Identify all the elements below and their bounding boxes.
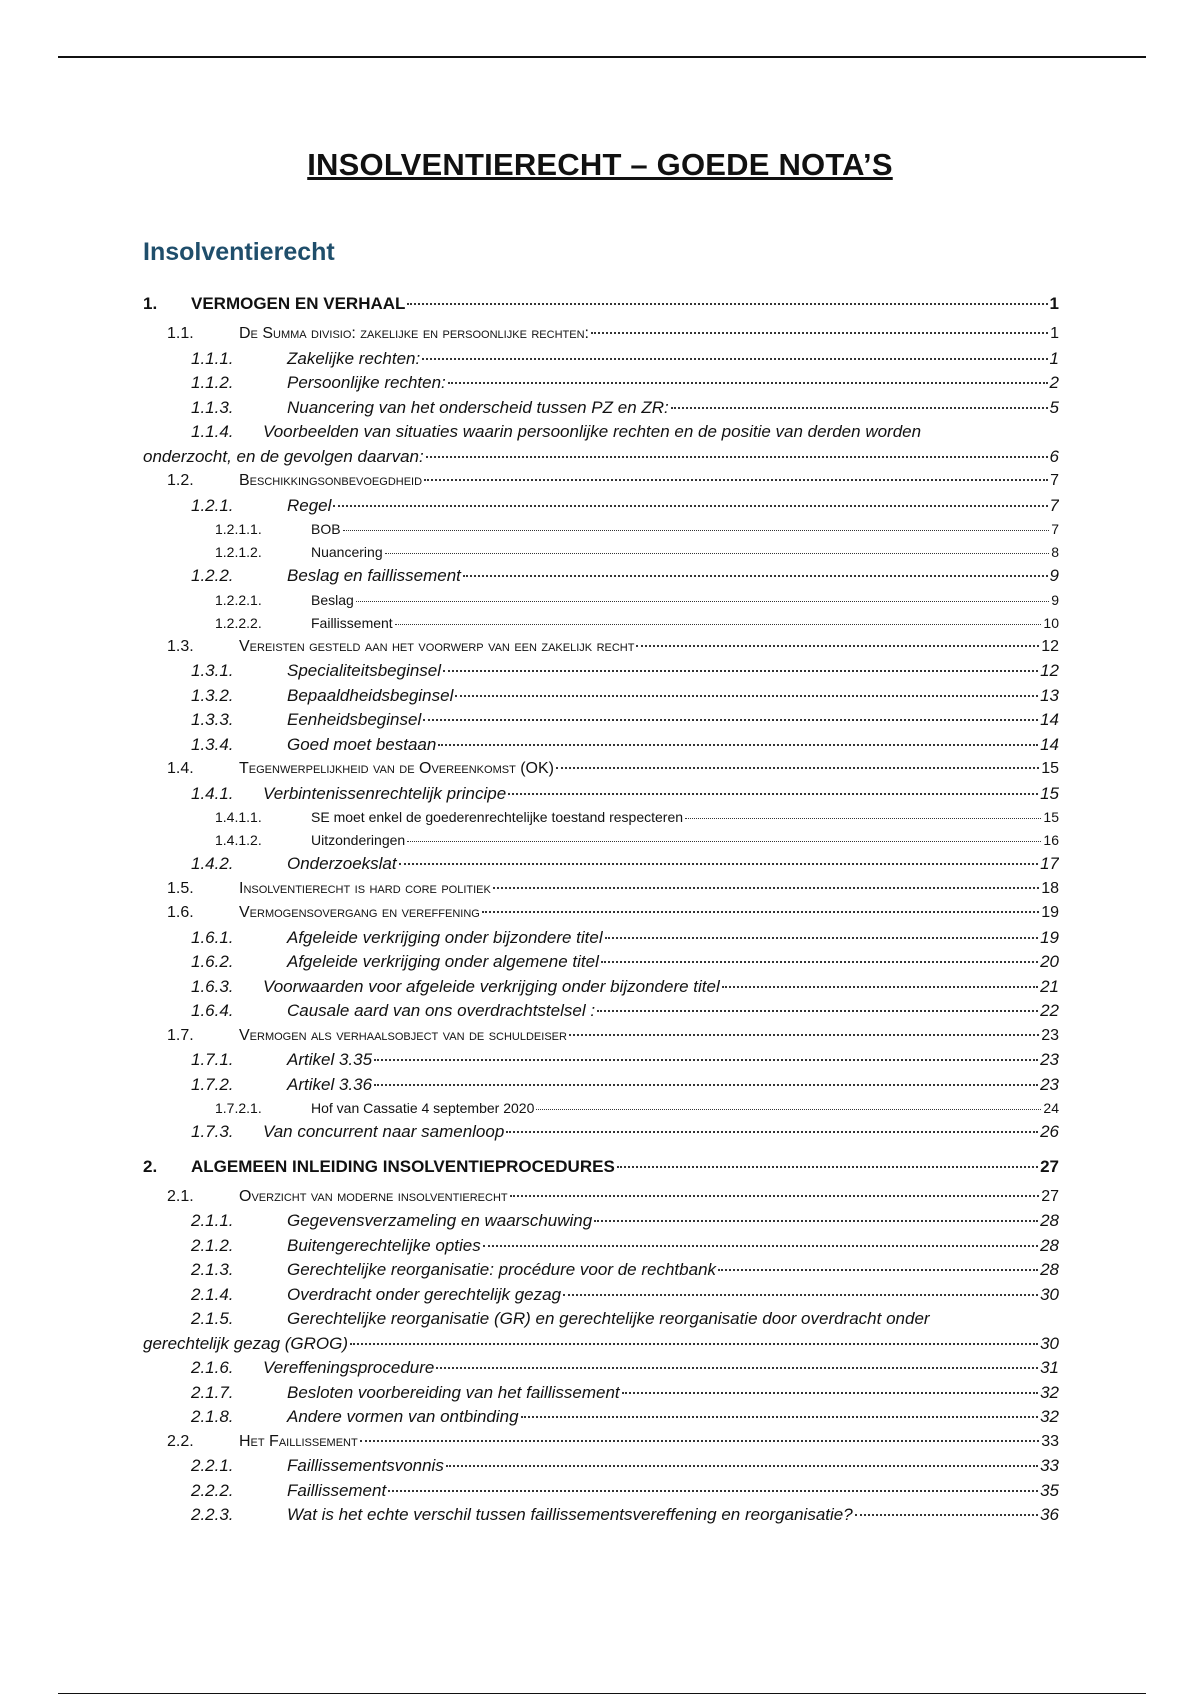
dot-leader — [855, 1514, 1038, 1516]
dot-leader — [617, 1166, 1038, 1168]
toc-entry[interactable] — [143, 975, 1059, 1000]
toc-entry-number: 1.3.4. — [191, 734, 234, 754]
dot-leader — [671, 407, 1048, 409]
toc-entry-page: 23 — [1040, 1074, 1059, 1094]
toc-entry-number: 1.2.1.1. — [215, 521, 262, 537]
toc-entry[interactable] — [143, 396, 1059, 421]
toc-entry-number: 1.4. — [167, 760, 194, 777]
toc-entry-text: Afgeleide verkrijging onder bijzondere titel — [287, 927, 603, 947]
toc-entry[interactable] — [143, 1454, 1059, 1479]
toc-entry[interactable] — [143, 852, 1059, 877]
toc-entry-text: Gegevensverzameling en waarschuwing — [287, 1211, 593, 1230]
toc-entry-number: 2.1.7. — [191, 1382, 234, 1402]
dot-leader — [483, 1245, 1038, 1247]
toc-entry-page: 28 — [1040, 1211, 1059, 1230]
toc-entry-text: Insolventierecht is hard core politiek — [239, 879, 491, 897]
toc-entry-number: 2.2.1. — [191, 1456, 234, 1475]
dot-leader — [399, 863, 1038, 865]
toc-entry-number: 1.3.1. — [191, 661, 234, 680]
dot-leader — [601, 961, 1038, 963]
toc-entry-page: 17 — [1040, 854, 1059, 873]
toc-entry-number: 2.1.4. — [191, 1284, 234, 1304]
toc-entry-text: Wat is het echte verschil tussen faillissementsvereffening en reorganisatie? — [287, 1505, 853, 1524]
toc-entry-page: 23 — [1041, 1026, 1059, 1044]
toc-entry-text: Faillissement — [287, 1480, 387, 1500]
toc-entry-number: 1.2.1. — [191, 495, 234, 515]
toc-entry-page: 15 — [1040, 783, 1059, 803]
toc-entry-number: 2.1.5. — [191, 1309, 234, 1328]
toc-entry-number: 1.1.3. — [191, 397, 234, 417]
toc-entry-text: ALGEMEEN INLEIDING INSOLVENTIEPROCEDURES — [191, 1156, 615, 1176]
toc-entry-text: Andere vormen van ontbinding — [287, 1407, 519, 1426]
dot-leader — [426, 456, 1048, 458]
toc-entry[interactable] — [143, 684, 1059, 709]
toc-entry[interactable] — [143, 829, 1059, 852]
toc-entry-text: Vereisten gesteld aan het voorwerp van een zakelijk recht — [239, 637, 635, 655]
toc-entry-number: 2.2.3. — [191, 1505, 234, 1524]
toc-entry-text: De Summa divisio: zakelijke en persoonlijke rechten: — [239, 325, 589, 342]
toc-entry[interactable] — [143, 420, 1059, 469]
toc-entry[interactable] — [143, 1209, 1059, 1234]
toc-entry-text: Nuancering van het onderscheid tussen PZ en ZR: — [287, 397, 669, 417]
toc-entry-page: 36 — [1040, 1505, 1059, 1524]
toc-entry[interactable] — [143, 1479, 1059, 1504]
dot-leader — [436, 1367, 1038, 1369]
toc-entry-number: 1.6.2. — [191, 952, 234, 971]
toc-entry[interactable] — [143, 469, 1059, 494]
toc-entry-number: 1.2.1.2. — [215, 544, 262, 560]
toc-entry-text: Regel — [287, 495, 332, 515]
dot-leader — [395, 624, 1042, 625]
dot-leader — [443, 670, 1038, 672]
dot-leader — [622, 1392, 1038, 1394]
dot-leader — [350, 1343, 1038, 1345]
toc-entry[interactable] — [143, 1405, 1059, 1430]
toc-entry[interactable] — [143, 1234, 1059, 1259]
toc-entry-page: 12 — [1041, 637, 1059, 655]
toc-entry[interactable] — [143, 1073, 1059, 1098]
toc-entry[interactable] — [143, 589, 1059, 612]
toc-entry-text: Hof van Cassatie 4 september 2020 — [311, 1100, 535, 1116]
toc-entry-text: Bepaaldheidsbeginsel — [287, 685, 454, 705]
toc-entry-text: Voorwaarden voor afgeleide verkrijging onder bijzondere titel — [263, 976, 720, 996]
toc-entry-text: Buitengerechtelijke opties — [287, 1235, 481, 1255]
dot-leader — [594, 1220, 1038, 1222]
toc-entry-number: 1.7.1. — [191, 1050, 234, 1069]
toc-entry-page: 35 — [1040, 1480, 1059, 1500]
toc-entry-page: 7 — [1049, 495, 1059, 515]
toc-entry-page: 33 — [1041, 1432, 1059, 1450]
toc-entry[interactable] — [143, 635, 1059, 660]
toc-entry-page: 12 — [1040, 661, 1059, 680]
table-of-contents — [143, 286, 1059, 1528]
toc-entry-number: 2.1.1. — [191, 1211, 234, 1230]
toc-entry-text: Nuancering — [311, 544, 383, 560]
bottom-rule — [58, 1693, 1146, 1694]
toc-entry[interactable] — [143, 1430, 1059, 1455]
dot-leader — [536, 1109, 1041, 1110]
toc-entry-text: Uitzonderingen — [311, 832, 406, 848]
top-rule — [58, 56, 1146, 58]
toc-entry[interactable] — [143, 371, 1059, 396]
toc-entry[interactable] — [143, 564, 1059, 589]
toc-entry-text: Overzicht van moderne insolventierecht — [239, 1187, 508, 1205]
dot-leader — [455, 695, 1038, 697]
toc-entry-page: 27 — [1040, 1156, 1059, 1176]
toc-entry[interactable] — [143, 612, 1059, 635]
toc-entry[interactable] — [143, 286, 1059, 322]
toc-entry[interactable] — [143, 541, 1059, 564]
toc-entry[interactable] — [143, 1283, 1059, 1308]
toc-entry-page: 32 — [1040, 1382, 1059, 1402]
dot-leader — [343, 530, 1050, 531]
dot-leader — [636, 645, 1039, 647]
toc-entry[interactable] — [143, 1120, 1059, 1145]
toc-entry-number: 1.4.2. — [191, 854, 234, 873]
toc-entry-page: 15 — [1043, 809, 1059, 825]
dot-leader — [605, 937, 1038, 939]
toc-entry-page: 32 — [1040, 1407, 1059, 1426]
toc-entry-number: 1.6.3. — [191, 976, 234, 996]
toc-entry-text: Beschikkingsonbevoegdheid — [239, 472, 423, 489]
toc-entry-text: BOB — [311, 521, 341, 537]
dot-leader — [407, 303, 1047, 305]
dot-leader — [563, 1294, 1038, 1296]
toc-entry-page: 1 — [1049, 294, 1059, 313]
dot-leader — [374, 1059, 1038, 1061]
dot-leader — [508, 793, 1038, 795]
dot-leader — [510, 1195, 1040, 1197]
toc-entry[interactable] — [143, 347, 1059, 372]
toc-entry-number: 2.1. — [167, 1187, 194, 1205]
toc-entry[interactable] — [143, 757, 1059, 782]
toc-entry-text: Besloten voorbereiding van het faillissement — [287, 1382, 620, 1402]
dot-leader — [556, 767, 1039, 769]
toc-entry-text: Overdracht onder gerechtelijk gezag — [287, 1284, 562, 1304]
toc-entry-number: 2.1.2. — [191, 1235, 234, 1255]
toc-entry[interactable] — [143, 950, 1059, 975]
toc-entry-text: Vereffeningsprocedure — [263, 1358, 435, 1377]
toc-entry-page: 22 — [1040, 1001, 1059, 1020]
toc-entry-text: Beslag en faillissement — [287, 566, 461, 585]
dot-leader — [385, 553, 1050, 554]
toc-entry-text: Afgeleide verkrijging onder algemene titel — [287, 952, 599, 971]
toc-entry-page: 30 — [1040, 1284, 1059, 1304]
toc-entry-number: 1.6.4. — [191, 1001, 234, 1020]
toc-entry-text: Artikel 3.35 — [287, 1050, 373, 1069]
toc-entry-page: 5 — [1049, 397, 1059, 417]
toc-entry-number: 1.1.2. — [191, 373, 234, 392]
toc-entry-number: 1. — [143, 294, 158, 313]
toc-entry-number: 1.5. — [167, 879, 194, 897]
toc-entry-page: 9 — [1051, 591, 1059, 608]
toc-entry-number: 1.2. — [167, 472, 194, 489]
toc-entry[interactable] — [143, 322, 1059, 347]
toc-entry-number: 1.4.1.1. — [215, 809, 262, 825]
toc-entry-text: Het Faillissement — [239, 1432, 358, 1450]
toc-entry[interactable] — [143, 1185, 1059, 1210]
toc-entry-number: 2. — [143, 1156, 158, 1176]
dot-leader — [591, 332, 1048, 334]
toc-entry[interactable] — [143, 901, 1059, 926]
toc-entry-page: 19 — [1041, 904, 1059, 921]
dot-leader — [718, 1269, 1038, 1271]
toc-entry[interactable] — [143, 1356, 1059, 1381]
toc-entry-number: 1.7.3. — [191, 1122, 234, 1141]
toc-entry-text: SE moet enkel de goederenrechtelijke toestand respecteren — [311, 809, 684, 825]
toc-entry-number: 1.2.2.2. — [215, 614, 262, 631]
toc-entry[interactable] — [143, 1048, 1059, 1073]
toc-entry-page: 9 — [1049, 566, 1059, 585]
toc-entry-page: 6 — [1049, 446, 1059, 466]
toc-entry-number: 1.1.4. — [191, 422, 234, 441]
toc-entry-text: Gerechtelijke reorganisatie (GR) en gerechtelijke reorganisatie door overdracht onder — [287, 1309, 930, 1328]
toc-entry-page: 14 — [1040, 734, 1059, 754]
toc-entry-text: Beslag — [311, 591, 354, 608]
dot-leader — [423, 719, 1038, 721]
toc-entry-page: 33 — [1040, 1456, 1059, 1475]
toc-entry-number: 1.3.3. — [191, 710, 234, 729]
toc-entry-page: 10 — [1043, 614, 1059, 631]
toc-entry-page: 19 — [1040, 927, 1059, 947]
toc-entry-number: 1.2.2.1. — [215, 591, 262, 608]
toc-entry-text-continued: gerechtelijk gezag (GROG) — [143, 1333, 349, 1353]
toc-entry-page: 27 — [1041, 1187, 1059, 1205]
toc-entry-text: Specialiteitsbeginsel — [287, 661, 442, 680]
dot-leader — [407, 841, 1041, 842]
toc-heading: Insolventierecht — [143, 238, 335, 266]
toc-entry[interactable] — [143, 1024, 1059, 1049]
dot-leader — [424, 479, 1048, 481]
dot-leader — [597, 1010, 1038, 1012]
toc-entry-text: Gerechtelijke reorganisatie: procédure voor de rechtbank — [287, 1260, 717, 1279]
toc-entry-page: 21 — [1040, 976, 1059, 996]
toc-entry-text: Faillissement — [311, 614, 393, 631]
dot-leader — [722, 986, 1038, 988]
toc-entry-text: Artikel 3.36 — [287, 1074, 373, 1094]
dot-leader — [521, 1416, 1039, 1418]
toc-entry-page: 20 — [1040, 952, 1059, 971]
toc-entry-number: 1.3.2. — [191, 685, 234, 705]
dot-leader — [506, 1131, 1038, 1133]
toc-entry[interactable] — [143, 733, 1059, 758]
dot-leader — [493, 887, 1039, 889]
toc-entry-number: 1.2.2. — [191, 566, 234, 585]
toc-entry-text: Zakelijke rechten: — [287, 348, 421, 368]
toc-entry-text: VERMOGEN EN VERHAAL — [191, 294, 406, 313]
toc-entry-text: Verbintenissenrechtelijk principe — [263, 783, 507, 803]
dot-leader — [448, 382, 1048, 384]
toc-entry[interactable] — [143, 782, 1059, 807]
toc-entry-page: 23 — [1040, 1050, 1059, 1069]
dot-leader — [685, 818, 1041, 819]
document-title: INSOLVENTIERECHT – GOEDE NOTA’S — [307, 147, 893, 182]
toc-entry-number: 1.4.1.2. — [215, 832, 262, 848]
toc-entry-text: Onderzoekslat — [287, 854, 397, 873]
toc-entry[interactable] — [143, 1381, 1059, 1406]
toc-entry[interactable] — [143, 806, 1059, 829]
toc-entry-page: 30 — [1040, 1333, 1059, 1353]
toc-entry-page: 16 — [1043, 832, 1059, 848]
toc-entry-text: Vermogensovergang en vereffening — [239, 904, 480, 921]
toc-entry-text: Persoonlijke rechten: — [287, 373, 446, 392]
dot-leader — [446, 1465, 1038, 1467]
toc-entry-text-continued: onderzocht, en de gevolgen daarvan: — [143, 446, 424, 466]
toc-entry-text: Voorbeelden van situaties waarin persoonlijke rechten en de positie van derden worden — [263, 422, 922, 441]
toc-entry-text: Vermogen als verhaalsobject van de schuldeiser — [239, 1026, 567, 1044]
toc-entry-text: Eenheidsbeginsel — [287, 710, 422, 729]
toc-entry-number: 1.4.1. — [191, 783, 234, 803]
toc-entry-number: 2.1.3. — [191, 1260, 234, 1279]
toc-entry-text: Van concurrent naar samenloop — [263, 1122, 505, 1141]
dot-leader — [374, 1084, 1038, 1086]
toc-entry-page: 31 — [1040, 1358, 1059, 1377]
toc-entry-page: 26 — [1040, 1122, 1059, 1141]
dot-leader — [356, 601, 1049, 602]
dot-leader — [388, 1490, 1038, 1492]
toc-entry-page: 13 — [1040, 685, 1059, 705]
toc-entry-number: 1.6.1. — [191, 927, 234, 947]
toc-entry-page: 1 — [1049, 348, 1059, 368]
toc-entry-page: 15 — [1041, 760, 1059, 777]
toc-entry-number: 1.1.1. — [191, 348, 234, 368]
toc-entry-number: 1.6. — [167, 904, 194, 921]
toc-entry-text: Goed moet bestaan — [287, 734, 437, 754]
toc-entry[interactable] — [143, 1307, 1059, 1356]
toc-entry-page: 24 — [1043, 1100, 1059, 1116]
toc-entry-page: 28 — [1040, 1260, 1059, 1279]
dot-leader — [569, 1034, 1039, 1036]
toc-entry[interactable] — [143, 1503, 1059, 1528]
toc-entry[interactable] — [143, 877, 1059, 902]
toc-entry[interactable] — [143, 1097, 1059, 1120]
toc-entry[interactable] — [143, 1258, 1059, 1283]
toc-entry-page: 14 — [1040, 710, 1059, 729]
toc-entry[interactable] — [143, 926, 1059, 951]
toc-entry-number: 2.1.8. — [191, 1407, 234, 1426]
toc-entry-number: 1.7. — [167, 1026, 194, 1044]
dot-leader — [463, 575, 1048, 577]
dot-leader — [422, 358, 1047, 360]
toc-entry-page: 28 — [1040, 1235, 1059, 1255]
toc-entry-number: 1.1. — [167, 325, 194, 342]
toc-entry-number: 1.3. — [167, 637, 194, 655]
toc-entry-page: 18 — [1041, 879, 1059, 897]
toc-entry-text: Faillissementsvonnis — [287, 1456, 444, 1475]
toc-entry[interactable] — [143, 999, 1059, 1024]
toc-entry-number: 1.7.2. — [191, 1074, 234, 1094]
toc-entry[interactable] — [143, 494, 1059, 519]
dot-leader — [333, 505, 1047, 507]
toc-entry[interactable] — [143, 659, 1059, 684]
toc-entry-text: Causale aard van ons overdrachtstelsel : — [287, 1001, 596, 1020]
toc-entry-number: 2.1.6. — [191, 1358, 234, 1377]
toc-entry-page: 7 — [1051, 521, 1059, 537]
toc-entry-number: 2.2. — [167, 1432, 194, 1450]
dot-leader — [438, 744, 1038, 746]
toc-entry[interactable] — [143, 1149, 1059, 1185]
toc-entry-page: 8 — [1051, 544, 1059, 560]
toc-entry-page: 1 — [1050, 325, 1059, 342]
toc-entry-text: Tegenwerpelijkheid van de Overeenkomst (OK) — [239, 760, 555, 777]
toc-entry-number: 1.7.2.1. — [215, 1100, 262, 1116]
toc-entry[interactable] — [143, 708, 1059, 733]
toc-entry-page: 7 — [1050, 472, 1059, 489]
toc-entry-page: 2 — [1049, 373, 1059, 392]
toc-entry[interactable] — [143, 518, 1059, 541]
dot-leader — [482, 911, 1039, 913]
dot-leader — [360, 1440, 1040, 1442]
toc-entry-number: 2.2.2. — [191, 1480, 234, 1500]
